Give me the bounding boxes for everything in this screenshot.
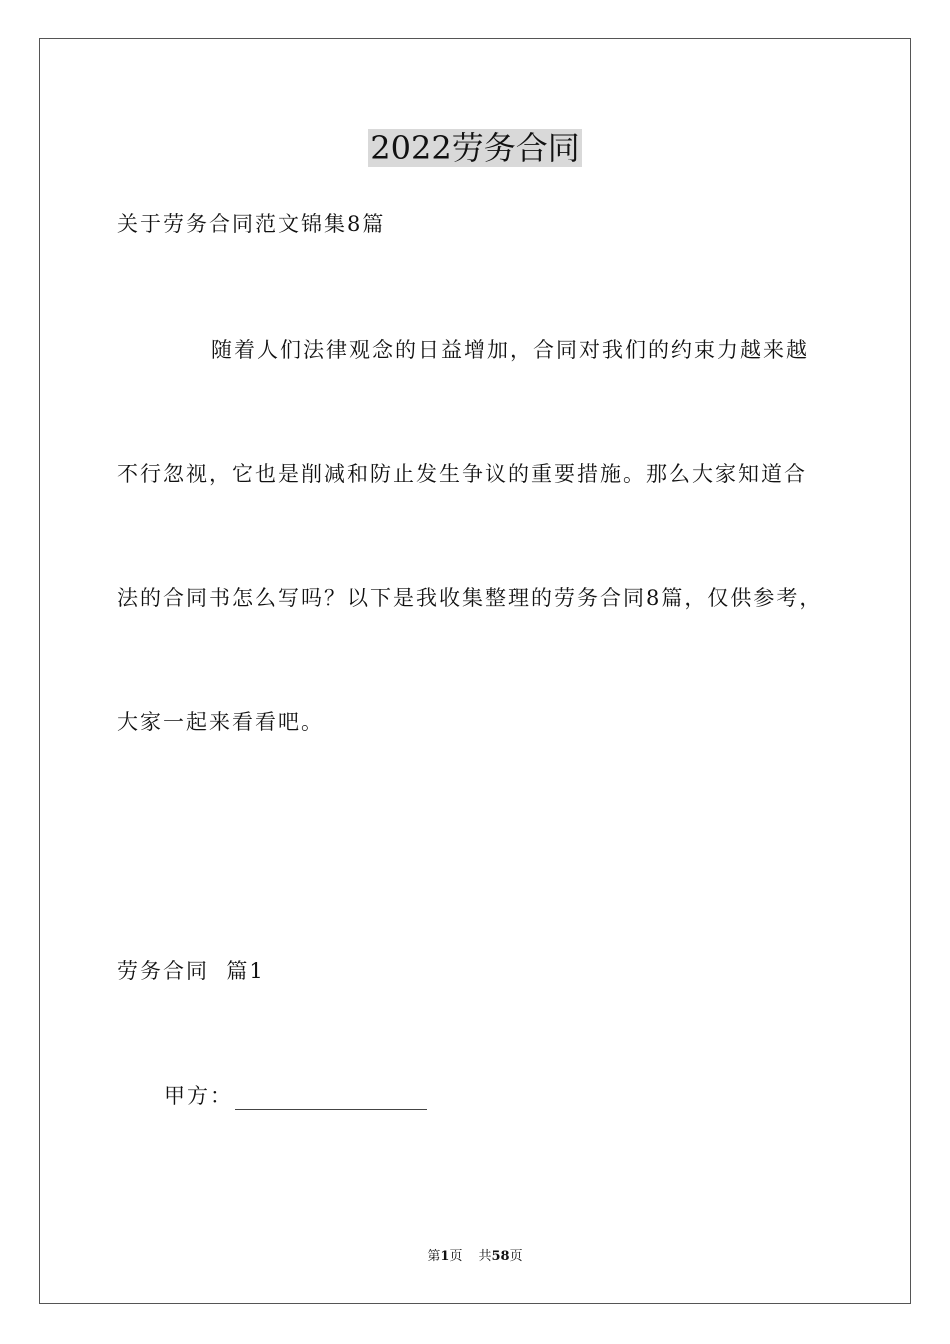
document-title [0,128,950,168]
total-suffix: 页 [509,1249,523,1264]
page-prefix: 第 [427,1249,441,1264]
intro-line-3: 法的合同书怎么写吗？以下是我收集整理的劳务合同8篇，仅供参考， [117,586,823,610]
page-footer [0,1248,950,1266]
total-pages: 58 [491,1249,510,1264]
party-a-label: 甲方： [164,1084,233,1108]
intro-line-1: 随着人们法律观念的日益增加，合同对我们的约束力越来越 [211,338,809,362]
page-current: 1 [440,1249,450,1264]
party-a-blank [235,1087,427,1110]
total-prefix: 共 [478,1249,492,1264]
title-text: 2022劳务合同 [370,129,580,167]
document-subtitle: 关于劳务合同范文锦集8篇 [117,212,386,236]
section-heading: 劳务合同 篇1 [117,959,265,983]
intro-line-2: 不行忽视，它也是削减和防止发生争议的重要措施。那么大家知道合 [117,462,807,486]
page-suffix: 页 [449,1249,463,1264]
party-a-line [164,1082,427,1110]
intro-line-4: 大家一起来看看吧。 [117,710,324,734]
